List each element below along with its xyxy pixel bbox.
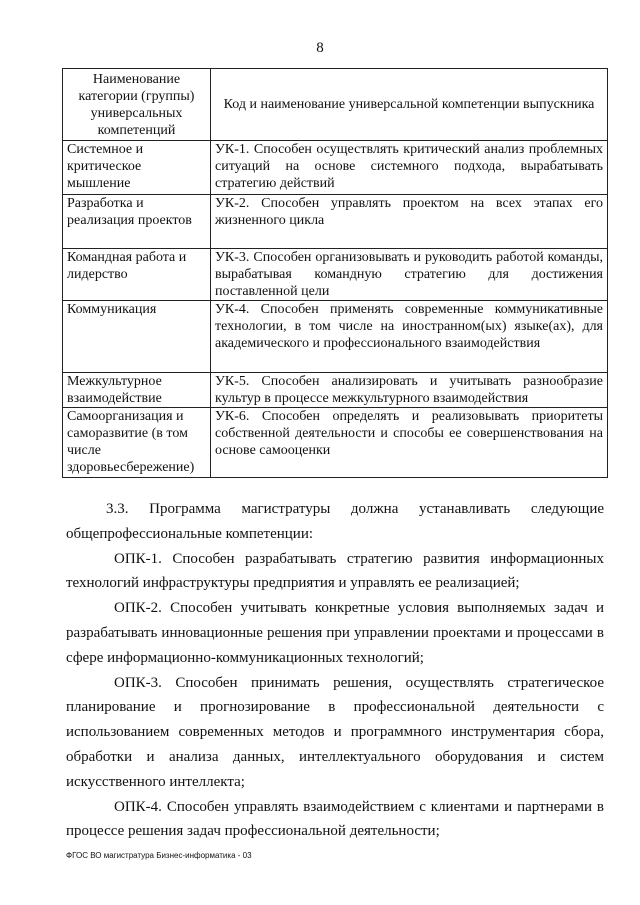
row-competence: УК-6. Способен определять и реализовывать приоритеты собственной деятельности и способы ее совершенствования на основе самооценки <box>211 408 608 478</box>
header-category: Наименование категории (группы) универсальных компетенций <box>63 69 211 141</box>
header-competence: Код и наименование универсальной компетенции выпускника <box>211 69 608 141</box>
page-number: 8 <box>316 40 324 56</box>
row-category: Самоорганизация и саморазвитие (в том числе здоровьесбережение) <box>63 408 211 478</box>
row-category: Коммуникация <box>63 301 211 373</box>
table-row <box>63 249 608 301</box>
row-category: Системное и критическое мышление <box>63 141 211 195</box>
row-category: Межкультурное взаимодействие <box>63 373 211 408</box>
table-row <box>63 373 608 408</box>
row-competence: УК-1. Способен осуществлять критический анализ проблемных ситуаций на основе системного подхода, вырабатывать стратегию действий <box>211 141 608 195</box>
row-competence: УК-4. Способен применять современные коммуникативные технологии, в том числе на иностранном(ых) языке(ах), для академического и профессионального взаимодействия <box>211 301 608 373</box>
paragraph-opk3: ОПК-3. Способен принимать решения, осуществлять стратегическое планирование и прогнозирование в профессиональной деятельности с использованием современных методов и программного инструментария сбора, обработки и анализа данных, интеллектуального оборудования и систем искусственного интеллекта; <box>66 674 604 790</box>
paragraph-intro: 3.3. Программа магистратуры должна устанавливать следующие общепрофессиональные компетенции: <box>66 501 604 542</box>
row-competence: УК-3. Способен организовывать и руководить работой команды, вырабатывая командную стратегию для достижения поставленной цели <box>211 249 608 301</box>
paragraph-opk1: ОПК-1. Способен разрабатывать стратегию развития информационных технологий инфраструктуры предприятия и управлять ее реализацией; <box>66 550 604 592</box>
row-competence: УК-5. Способен анализировать и учитывать разнообразие культур в процессе межкультурного взаимодействия <box>211 373 608 408</box>
footer-text: ФГОС ВО магистратура Бизнес-информатика - 03 <box>66 851 252 860</box>
paragraph-opk2: ОПК-2. Способен учитывать конкретные условия выполняемых задач и разрабатывать инновационные решения при управлении проектами и процессами в сфере информационно-коммуникационных технологий; <box>66 600 604 666</box>
row-category: Разработка и реализация проектов <box>63 195 211 249</box>
table-row <box>63 301 608 373</box>
table-header-row <box>63 69 608 141</box>
paragraph-opk4: ОПК-4. Способен управлять взаимодействием с клиентами и партнерами в процессе решения задач профессиональной деятельности; <box>66 798 604 840</box>
table-row <box>63 195 608 249</box>
competencies-table <box>62 68 608 478</box>
row-category: Командная работа и лидерство <box>63 249 211 301</box>
body-text <box>66 497 604 844</box>
table-row <box>63 141 608 195</box>
table-row <box>63 408 608 478</box>
row-competence: УК-2. Способен управлять проектом на всех этапах его жизненного цикла <box>211 195 608 249</box>
